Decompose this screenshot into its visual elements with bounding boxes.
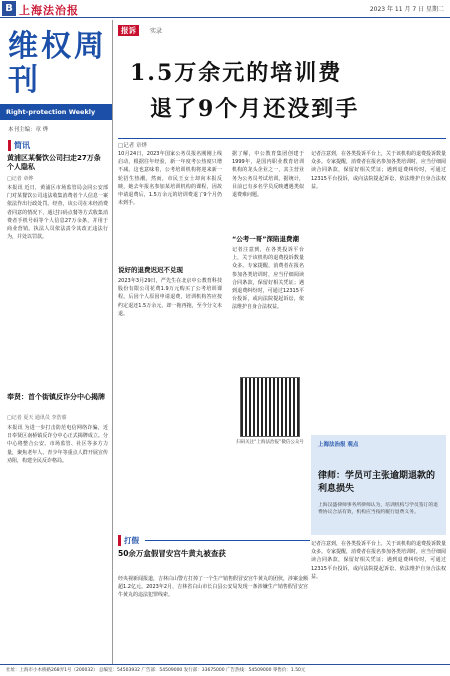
article-col1-body: 10月24日，2023年国家公务员报名刚刚上线启动，根据往年经验，新一年度考公热度只增不减。这也意味着，公考培训机构将迎来新一轮招生热潮。然而，市民王女士却向本报反映，她去年报名参加某培训机构的课程，因故申请退费后，1.5万余元的培训费退了9个月仍未到手。 bbox=[118, 151, 222, 207]
section-title-en: Right-protection Weekly bbox=[0, 104, 112, 120]
brief2-headline: 奉贤：首个街镇反诈分中心揭牌 bbox=[7, 393, 105, 401]
opinion-title: 律师：学员可主张逾期退款的利息损失 bbox=[318, 471, 436, 494]
section-title: 维权周刊 bbox=[8, 29, 107, 98]
article-subhead-1: 说好的退费迟迟不兑现 bbox=[118, 266, 183, 274]
page-header bbox=[0, 0, 450, 18]
article-col2-body: 据了解，中公教育集团创建于1999年，是国内职业教育培训机构的龙头企业之一，其主营业务为公务员考试培训。据统计，目前已有多名学员反映遭遇类似退费难问题。 bbox=[232, 151, 304, 199]
issue-date: 2023 年 11 月 7 日 星期二 bbox=[369, 6, 444, 13]
editor-credit: 本刊主编：章 烨 bbox=[8, 127, 49, 133]
column-divider bbox=[112, 20, 113, 664]
report-section-sub: 实录 bbox=[150, 28, 163, 35]
case-section-tag: 打假 bbox=[118, 535, 139, 546]
brief-section-tag: 简讯 bbox=[8, 140, 30, 151]
case-title: 50余万盒假冒安宫牛黄丸被查获 bbox=[118, 549, 226, 558]
opinion-head: 上海法治报 观点 bbox=[318, 442, 359, 448]
report-section-tag: 报诉 bbox=[118, 25, 139, 36]
qr-code[interactable] bbox=[240, 377, 300, 437]
masthead: 上海法治报 bbox=[19, 4, 79, 17]
article-col1-body2: 2023年3月29日，严先生在北京中公教育科技股份有限公司花费1.9万元购买了公考培训课程。后因个人原因申请退费，培训机构答应按约定退还1.5万余元，却一拖再拖，至今分文未退。 bbox=[118, 278, 222, 317]
main-headline-line2: 退了9个月还没到手 bbox=[150, 96, 360, 122]
brief2-body: 本报讯 为进一步打击防范电信网络诈骗，近日奉贤区南桥镇反诈分中心正式揭牌成立。分中心将整合公安、市场监管、社区等多方力量，聚焦老年人、青少年等重点人群开展宣传劝阻，构建全民反诈格局。 bbox=[7, 425, 108, 464]
brief1-byline: □记者 章烨 bbox=[7, 176, 34, 182]
article-col3-body: 记者注意到，在各类投诉平台上，关于该机构的退费投诉数量众多。专家提醒，消费者在报名参加各类培训时，应当仔细阅读合同条款，保留好相关凭证；遇到退费纠纷时，可通过12315平台投诉，或向法院提起诉讼，依法维护自身合法权益。 bbox=[311, 151, 446, 190]
main-headline-line1: 1.5万余元的培训费 bbox=[130, 60, 343, 86]
article-col2-body-b: 记者注意到，在各类投诉平台上，关于该机构的退费投诉数量众多。专家提醒，消费者在报名参加各类培训时，应当仔细阅读合同条款，保留好相关凭证；遇到退费纠纷时，可通过12315平台投诉，或向法院提起诉讼，依法维护自身合法权益。 bbox=[232, 247, 304, 311]
page-footer: 社址：上海市小木桥路268弄1号（200032） 总编室：54503932 广告部：54509000 发行部：33675000 广告热线：54509000 零售价：1.50元 bbox=[0, 664, 450, 676]
case-rule bbox=[145, 540, 310, 541]
qr-caption: 扫码关注“上海法治报”微信公众号 bbox=[236, 440, 304, 445]
article-col3-body-c: 记者注意到，在各类投诉平台上，关于该机构的退费投诉数量众多。专家提醒，消费者在报名参加各类培训时，应当仔细阅读合同条款，保留好相关凭证；遇到退费纠纷时，可通过12315平台投诉，或向法院提起诉讼，依法维护自身合法权益。 bbox=[311, 541, 446, 580]
article-subhead-2: “公考一哥”深陷退费潮 bbox=[232, 235, 300, 243]
brief1-headline: 黄浦区某餐饮公司扫走27万条个人隐私 bbox=[7, 154, 101, 171]
brief1-body: 本报讯 近日，黄浦区市场监管局会同公安部门对某餐饮公司违法收集消费者个人信息一案依法作出行政处罚。经查，该公司在未经消费者同意的情况下，通过扫码点餐等方式收集消费者手机号码等个人信息27万余条，并用于商业营销。执法人员依法责令其改正违法行为，并处以罚款。 bbox=[7, 185, 108, 241]
page-number: B bbox=[2, 1, 16, 16]
opinion-lead: 上海汉盛律师事务所律师认为，培训机构与学员签订的退费协议合法有效，机构应当按约履行退费义务。 bbox=[318, 503, 438, 515]
main-byline: □记者 章烨 bbox=[118, 143, 147, 149]
headline-rule bbox=[118, 138, 446, 139]
case-body: 经央视新闻报道，吉林白山警方打掉了一个生产销售假冒安宫牛黄丸的团伙，涉案金额超1.2亿元。2023年2月，吉林省白山市长白县公安局发现一条涉嫌生产销售假冒安宫牛黄丸的违法犯罪线索。 bbox=[118, 576, 308, 599]
brief2-byline: □记者 夏天 通讯员 李浩睿 bbox=[7, 415, 67, 421]
